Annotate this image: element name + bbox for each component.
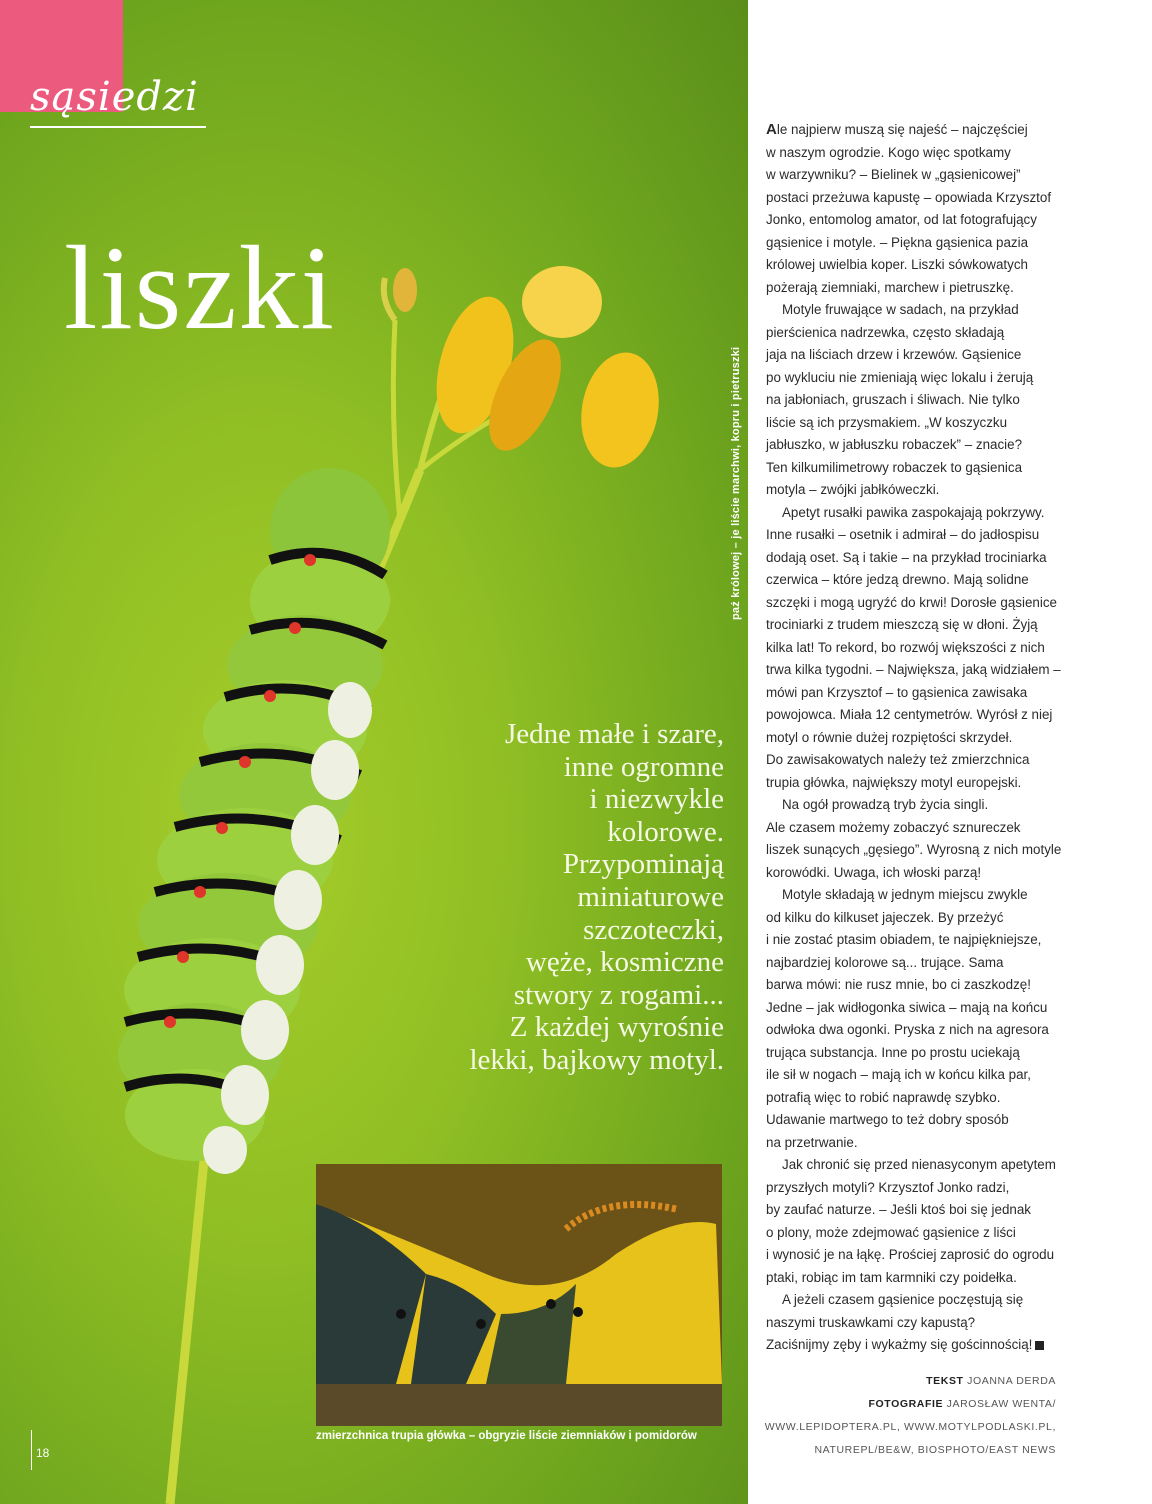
article-line: mówi pan Krzysztof – to gąsienica zawisaka (766, 684, 1028, 700)
section-label: sąsiedzi (30, 74, 199, 120)
article-paragraph (766, 1289, 1086, 1357)
article-paragraph (766, 1154, 1086, 1289)
article-line: motyla – zwójki jabłkóweczki. (766, 482, 940, 497)
article-line: Do zawisakowatych należy też zmierzchnica (766, 752, 1030, 767)
article-line: czerwica – które jedzą drewno. Mają solidne (766, 572, 1029, 587)
lead-line: kolorowe. (607, 815, 724, 848)
article-line: odwłoka dwa ogonki. Pryska z nich na agresora (766, 1022, 1049, 1037)
lead-line: Z każdej wyrośnie (509, 1011, 724, 1044)
article-line: jaja na liściach drzew i krzewów. Gąsienice (766, 347, 1022, 362)
article-line: postaci przeżuwa kapustę – opowiada Krzysztof (766, 189, 1052, 205)
lead-line: Przypominają (562, 848, 724, 881)
article-body (766, 119, 1086, 1357)
article-line: na przetrwanie. (766, 1134, 858, 1150)
article-line: szczęki i mogą ugryźć do krwi! Dorosłe gąsienice (766, 594, 1057, 610)
article-line: trupia główka, największy motyl europejski. (766, 774, 1022, 790)
article-line: trwa kilka tygodni. – Największa, jaką widziałem – (766, 662, 1061, 677)
article-line: liszek sunących „gęsiego”. Wyrosną z nich motyle (766, 842, 1062, 857)
inset-caption: zmierzchnica trupia główka – obgryzie liście ziemniaków i pomidorów (316, 1430, 697, 1442)
article-line: najbardziej kolorowe są... trujące. Sama (766, 954, 1004, 970)
article-line: dodają oset. Są i takie – na przykład trociniarka (766, 549, 1047, 565)
article-line: Inne rusałki – osetnik i admirał – do jadłospisu (766, 527, 1040, 542)
credits-text-line (765, 1370, 1056, 1393)
article-line: trująca substancja. Inne po prostu uciekają (766, 1044, 1020, 1060)
credits-text-author: JOANNA DERDA (967, 1375, 1056, 1387)
article-title: liszki (64, 221, 336, 354)
page-number-rule (31, 1430, 32, 1470)
credits-text-label: TEKST (926, 1375, 964, 1387)
article-line: korowódki. Uwaga, ich włoski parzą! (766, 864, 982, 880)
article-line: pożerają ziemniaki, marchew i pietruszkę. (766, 279, 1014, 295)
article-line: trociniarki z trudem mieszczą się w dłoni. Żyją (766, 617, 1038, 632)
article-line: Udawanie martwego to też dobry sposób (766, 1112, 1009, 1127)
article-line: A jeżeli czasem gąsienice poczęstują się (782, 1292, 1024, 1307)
article-line: od kilku do kilkuset jajeczek. By przeżyć (766, 909, 1004, 925)
article-line: Motyle składają w jednym miejscu zwykle (782, 887, 1028, 902)
lead-line: Jedne małe i szare, (504, 718, 724, 750)
article-line: Jonko, entomolog amator, od lat fotografujący (766, 212, 1037, 227)
lead-line: stwory z rogami... (513, 978, 724, 1011)
article-line: Na ogół prowadzą tryb życia singli. (782, 797, 989, 812)
credits-photo-line (765, 1393, 1056, 1416)
inset-photo (316, 1164, 722, 1426)
article-paragraph (766, 884, 1086, 1154)
article-paragraph (766, 119, 1086, 299)
article-line: gąsienice i motyle. – Piękna gąsienica pazia (766, 234, 1029, 250)
article-line: na jabłoniach, gruszach i śliwach. Nie tylko (766, 392, 1020, 407)
article-line: w warzywniku? – Bielinek w „gąsienicowej” (766, 167, 1021, 182)
credits (765, 1370, 1056, 1462)
article-line: Zaciśnijmy zęby i wykażmy się gościnnością! (766, 1334, 1086, 1357)
credits-photo-line: WWW.LEPIDOPTERA.PL, WWW.MOTYLPODLASKI.PL, (764, 1421, 1056, 1433)
article-line: by zaufać naturze. – Jeśli ktoś boi się jednak (766, 1202, 1031, 1217)
article-line: Jak chronić się przed nienasyconym apetytem (782, 1157, 1056, 1172)
article-line: pierścienica nadrzewka, często składają (766, 324, 1005, 340)
death-head-caterpillar-illustration (316, 1164, 722, 1426)
photo-caption-vertical: paź królowej – je liście marchwi, kopru i pietruszki (730, 346, 742, 620)
article-line: barwa mówi: nie rusz mnie, bo ci zaszkodzę! (766, 977, 1031, 992)
credits-photo-line: NATUREPL/BE&W, BIOSPHOTO/EAST NEWS (814, 1444, 1056, 1456)
end-mark-icon (1035, 1341, 1044, 1350)
lead-line: inne ogromne (563, 750, 724, 783)
lead-line: lekki, bajkowy motyl. (469, 1043, 724, 1076)
article-line: ptaki, robiąc im tam karmniki czy poidełka. (766, 1269, 1017, 1285)
article-line: w naszym ogrodzie. Kogo więc spotkamy (766, 144, 1011, 160)
article-line: ile sił w nogach – mają ich w końcu kilka par, (766, 1067, 1031, 1082)
article-paragraph (766, 502, 1086, 795)
article-paragraph (766, 299, 1086, 502)
lead-line: i niezwykle (589, 783, 724, 816)
article-line: potrafią więc to robić naprawdę szybko. (766, 1089, 1001, 1105)
article-line: motyl o równie dużej rozpiętości skrzydeł. (766, 729, 1013, 745)
lead-line: szczoteczki, (583, 913, 724, 946)
article-line: kilka lat! To rekord, bo rozwój większości z nich (766, 639, 1045, 655)
section-underline (30, 126, 206, 128)
drop-cap: A (766, 121, 777, 138)
credits-photo-label: FOTOGRAFIE (868, 1398, 944, 1410)
article-line: Apetyt rusałki pawika zaspokajają pokrzywy. (782, 504, 1045, 520)
article-line: Jedne – jak widłogonka siwica – mają na końcu (766, 999, 1048, 1015)
article-line: powojowca. Miała 12 centymetrów. Wyrósł z niej (766, 707, 1053, 722)
article-line: o plony, może zdejmować gąsienice z liści (766, 1224, 1016, 1240)
article-line: i wynosić je na łąkę. Prościej zaprosić do ogrodu (766, 1247, 1055, 1262)
article-line: Ale najpierw muszą się najeść – najczęściej (766, 121, 1028, 138)
credits-photo-author: JAROSŁAW WENTA/ (946, 1398, 1056, 1410)
article-line: królowej uwielbia koper. Liszki sówkowatych (766, 257, 1028, 272)
article-line: i nie zostać ptasim obiadem, te najpiękniejsze, (766, 932, 1042, 947)
lead-line: miniaturowe (577, 880, 724, 913)
article-line: Motyle fruwające w sadach, na przykład (782, 302, 1019, 317)
article-line: liście są ich przysmakiem. „W koszyczku (766, 414, 1008, 430)
article-line: po wykluciu nie zmieniają więc lokalu i żerują (766, 369, 1034, 385)
lead-line: węże, kosmiczne (525, 946, 724, 979)
lead-paragraph (304, 718, 724, 1077)
article-line: naszymi truskawkami czy kapustą? (766, 1314, 976, 1330)
article-line: jabłuszko, w jabłuszku robaczek” – znacie? (766, 437, 1023, 452)
article-line: Ten kilkumilimetrowy robaczek to gąsienica (766, 459, 1023, 475)
page-number: 18 (36, 1446, 50, 1460)
article-paragraph (766, 794, 1086, 884)
article-line: przyszłych motyli? Krzysztof Jonko radzi, (766, 1179, 1010, 1195)
article-line: Ale czasem możemy zobaczyć sznureczek (766, 819, 1021, 835)
